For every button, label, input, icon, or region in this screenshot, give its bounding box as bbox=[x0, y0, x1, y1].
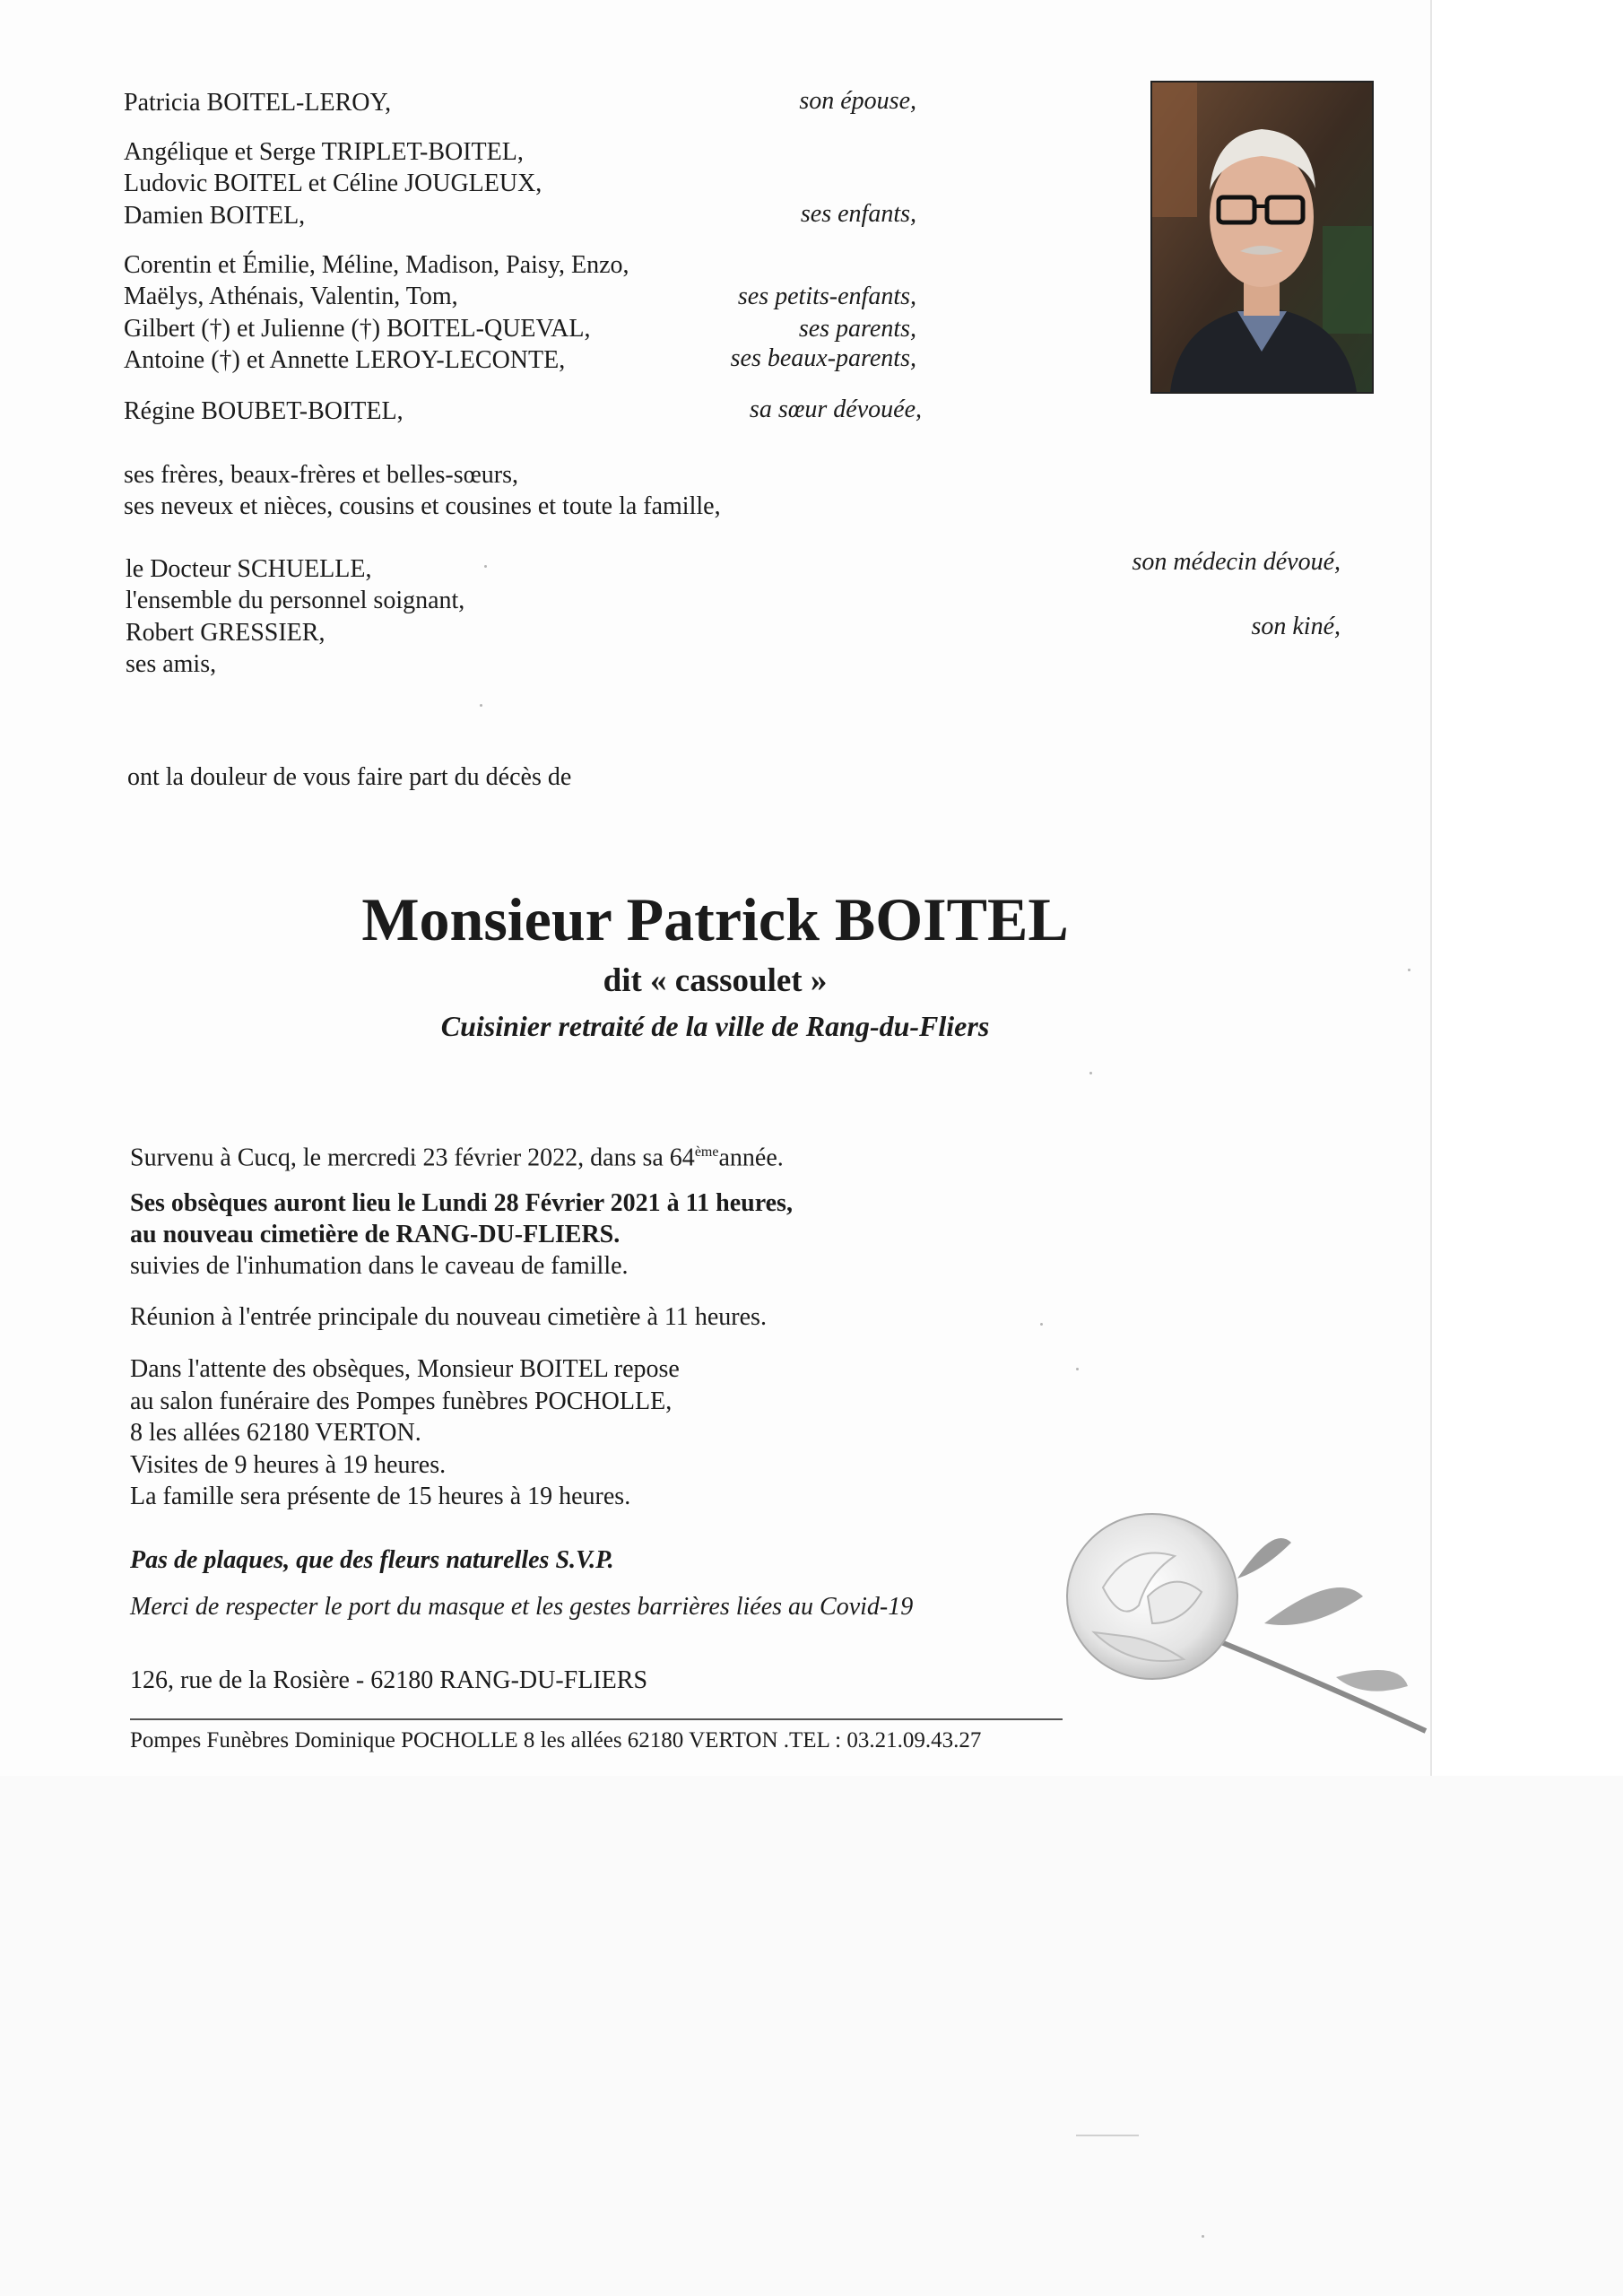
physio-role: son kiné, bbox=[1251, 613, 1341, 640]
child-1: Angélique et Serge TRIPLET-BOITEL, bbox=[124, 138, 524, 166]
deceased-occupation: Cuisinier retraité de la ville de Rang-du-Fliers bbox=[440, 1010, 990, 1042]
death-line-end: année. bbox=[718, 1144, 784, 1172]
portrait-image bbox=[1152, 83, 1372, 392]
burial-line: suivies de l'inhumation dans le caveau de famille. bbox=[130, 1252, 629, 1280]
doctor-role: son médecin dévoué, bbox=[1132, 548, 1341, 576]
parents-name: Gilbert (†) et Julienne (†) BOITEL-QUEVAL, bbox=[124, 315, 591, 343]
death-line bbox=[130, 1137, 784, 1173]
deceased-nickname: dit « cassoulet » bbox=[603, 962, 828, 999]
footer-rule bbox=[130, 1718, 1063, 1720]
relatives-line: ses neveux et nièces, cousins et cousines et toute la famille, bbox=[124, 492, 721, 520]
rest-line-1: Dans l'attente des obsèques, Monsieur BOITEL repose bbox=[130, 1355, 680, 1383]
siblings-line: ses frères, beaux-frères et belles-sœurs, bbox=[124, 461, 519, 489]
footer-text: Pompes Funèbres Dominique POCHOLLE 8 les allées 62180 VERTON .TEL : 03.21.09.43.27 bbox=[130, 1728, 982, 1752]
family-address: 126, rue de la Rosière - 62180 RANG-DU-FLIERS bbox=[130, 1666, 648, 1694]
rest-line-2: au salon funéraire des Pompes funèbres POCHOLLE, bbox=[130, 1387, 673, 1415]
parents-role: ses parents, bbox=[798, 315, 916, 343]
grandchildren-line-2: Maëlys, Athénais, Valentin, Tom, bbox=[124, 283, 458, 310]
deceased-name: Monsieur Patrick BOITEL bbox=[361, 885, 1069, 953]
in-laws-role: ses beaux-parents, bbox=[730, 344, 916, 372]
death-line-ordinal: ème bbox=[694, 1144, 719, 1160]
wife-name: Patricia BOITEL-LEROY, bbox=[124, 89, 392, 117]
staff-line: l'ensemble du personnel soignant, bbox=[126, 587, 465, 614]
doctor-name: le Docteur SCHUELLE, bbox=[126, 555, 372, 583]
funeral-line-2: au nouveau cimetière de RANG-DU-FLIERS. bbox=[130, 1221, 621, 1248]
grandchildren-role: ses petits-enfants, bbox=[737, 283, 916, 310]
friends-line: ses amis, bbox=[126, 650, 217, 678]
rest-line-5: La famille sera présente de 15 heures à 19 heures. bbox=[130, 1483, 631, 1510]
rest-line-3: 8 les allées 62180 VERTON. bbox=[130, 1419, 421, 1447]
rest-line-4: Visites de 9 heures à 19 heures. bbox=[130, 1451, 447, 1479]
white-rose-image bbox=[1040, 1489, 1435, 1740]
sister-role: sa sœur dévouée, bbox=[749, 396, 922, 423]
in-laws-name: Antoine (†) et Annette LEROY-LECONTE, bbox=[124, 346, 566, 374]
physio-name: Robert GRESSIER, bbox=[126, 619, 325, 647]
funeral-line-1: Ses obsèques auront lieu le Lundi 28 Février 2021 à 11 heures, bbox=[130, 1189, 793, 1217]
wife-role: son épouse, bbox=[799, 87, 916, 115]
covid-note: Merci de respecter le port du masque et les gestes barrières liées au Covid-19 bbox=[130, 1593, 914, 1621]
children-role: ses enfants, bbox=[800, 200, 916, 228]
announcement: ont la douleur de vous faire part du décès de bbox=[127, 763, 572, 791]
blank-page-area bbox=[0, 1776, 1623, 2296]
sister-name: Régine BOUBET-BOITEL, bbox=[124, 397, 404, 425]
child-3: Damien BOITEL, bbox=[124, 202, 306, 230]
flowers-note: Pas de plaques, que des fleurs naturelles S.V.P. bbox=[130, 1546, 614, 1574]
portrait-photo bbox=[1150, 81, 1374, 394]
grandchildren-line-1: Corentin et Émilie, Méline, Madison, Paisy, Enzo, bbox=[124, 251, 629, 279]
meeting-line: Réunion à l'entrée principale du nouveau cimetière à 11 heures. bbox=[130, 1303, 767, 1331]
child-2: Ludovic BOITEL et Céline JOUGLEUX, bbox=[124, 170, 542, 197]
death-line-text: Survenu à Cucq, le mercredi 23 février 2022, dans sa 64 bbox=[130, 1144, 695, 1172]
